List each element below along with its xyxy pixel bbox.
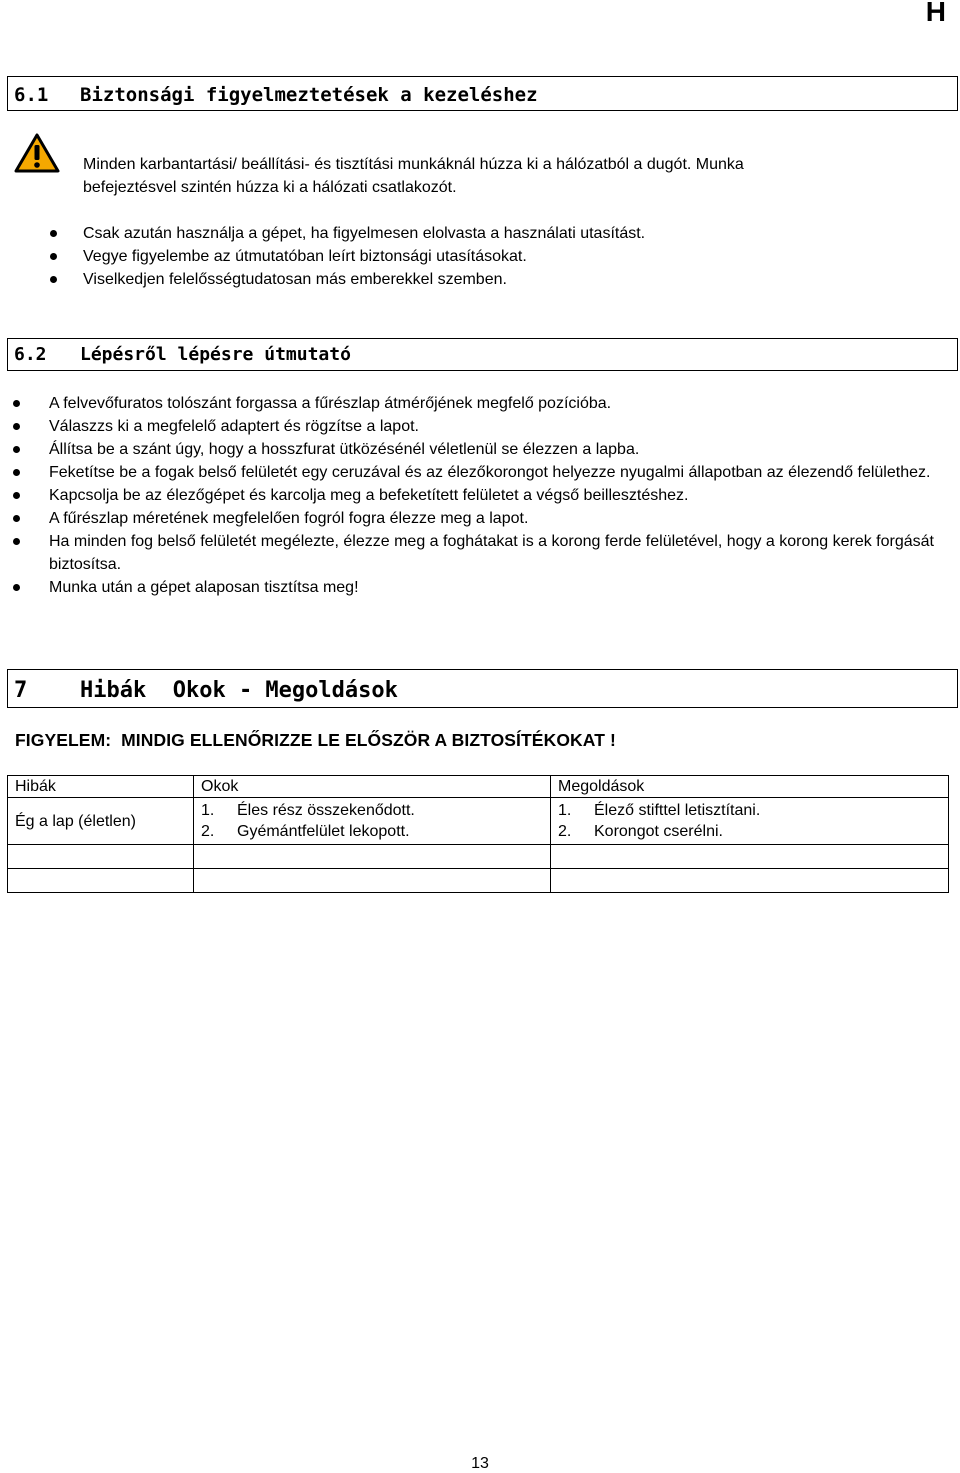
list-item — [558, 821, 941, 842]
warning-text-line: Minden karbantartási/ beállítási- és tisztítási munkáknál húzza ki a hálózatból a dugót. Munka — [83, 156, 744, 173]
list-item — [558, 800, 941, 821]
item-number: 2. — [558, 823, 572, 840]
header-solutions: Megoldások — [551, 776, 949, 798]
table-row-empty — [8, 869, 949, 893]
item-text: Gyémántfelület lekopott. — [237, 823, 410, 840]
solutions-cell — [551, 798, 949, 845]
section-title: Lépésről lépésre útmutató — [80, 344, 351, 365]
section-title: Hibák Okok - Megoldások — [80, 678, 398, 703]
table-header-row — [8, 776, 949, 798]
steps-bullet-list — [49, 392, 949, 599]
warning-text — [83, 153, 943, 199]
list-item: Állítsa be a szánt úgy, hogy a hosszfurat ütközésénél véletlenül se élezzen a lapba. — [49, 438, 949, 461]
list-item: Vegye figyelembe az útmutatóban leírt biztonsági utasításokat. — [83, 245, 943, 268]
page-number: 13 — [471, 1455, 489, 1472]
empty-cell — [551, 845, 949, 869]
table-row — [8, 798, 949, 845]
item-number: 2. — [201, 823, 215, 840]
warning-text-line: befejeztésvel szintén húzza ki a hálózati csatlakozót. — [83, 179, 457, 196]
list-item: Csak azután használja a gépet, ha figyelmesen elolvasta a használati utasítást. — [83, 222, 943, 245]
section-title: Biztonsági figyelmeztetések a kezeléshez — [80, 84, 538, 106]
empty-cell — [194, 845, 551, 869]
table-row-empty — [8, 845, 949, 869]
section-number: 6.1 — [14, 84, 49, 106]
list-item: A fűrészlap méretének megfelelően fogról fogra élezze meg a lapot. — [49, 507, 949, 530]
empty-cell — [8, 845, 194, 869]
item-number: 1. — [558, 802, 572, 819]
item-number: 1. — [201, 802, 215, 819]
list-item: Válaszzs ki a megfelelő adaptert és rögzítse a lapot. — [49, 415, 949, 438]
attention-notice: FIGYELEM: MINDIG ELLENŐRIZZE LE ELŐSZÖR A BIZTOSÍTÉKOKAT ! — [15, 730, 616, 750]
fault-cell: Ég a lap (életlen) — [8, 798, 194, 845]
troubleshooting-table — [7, 775, 949, 893]
list-item: A felvevőfuratos tolószánt forgassa a fűrészlap átmérőjének megfelő pozícióba. — [49, 392, 949, 415]
section-7-heading — [7, 669, 958, 708]
section-number: 7 — [14, 678, 28, 703]
list-item — [201, 821, 543, 842]
item-text: Korongot cserélni. — [594, 823, 723, 840]
list-item: Viselkedjen felelősségtudatosan más emberekkel szemben. — [83, 268, 943, 291]
warning-triangle-icon — [14, 133, 60, 173]
section-6-1-heading — [7, 76, 958, 111]
empty-cell — [194, 869, 551, 893]
empty-cell — [551, 869, 949, 893]
section-6-2-heading — [7, 338, 958, 371]
list-item: Kapcsolja be az élezőgépet és karcolja meg a befeketített felületet a végső beillesztéshez. — [49, 484, 949, 507]
list-item: Munka után a gépet alaposan tisztítsa meg! — [49, 576, 949, 599]
list-item — [201, 800, 543, 821]
item-text: Éles rész összekenődott. — [237, 802, 415, 819]
empty-cell — [8, 869, 194, 893]
causes-cell — [194, 798, 551, 845]
header-causes: Okok — [194, 776, 551, 798]
list-item: Feketítse be a fogak belső felületét egy ceruzával és az élezőkorongot helyezze nyugalmi állapotban az élezendő felülethez. — [49, 461, 949, 484]
header-faults: Hibák — [8, 776, 194, 798]
safety-bullet-list — [83, 222, 943, 291]
item-text: Élező stifttel letisztítani. — [594, 802, 761, 819]
section-number: 6.2 — [14, 344, 47, 365]
list-item: Ha minden fog belső felületét megélezte, élezze meg a foghátakat is a korong ferde felületével, hogy a korong kerek forgását biztosítsa. — [49, 530, 949, 576]
language-label: H — [925, 0, 946, 27]
